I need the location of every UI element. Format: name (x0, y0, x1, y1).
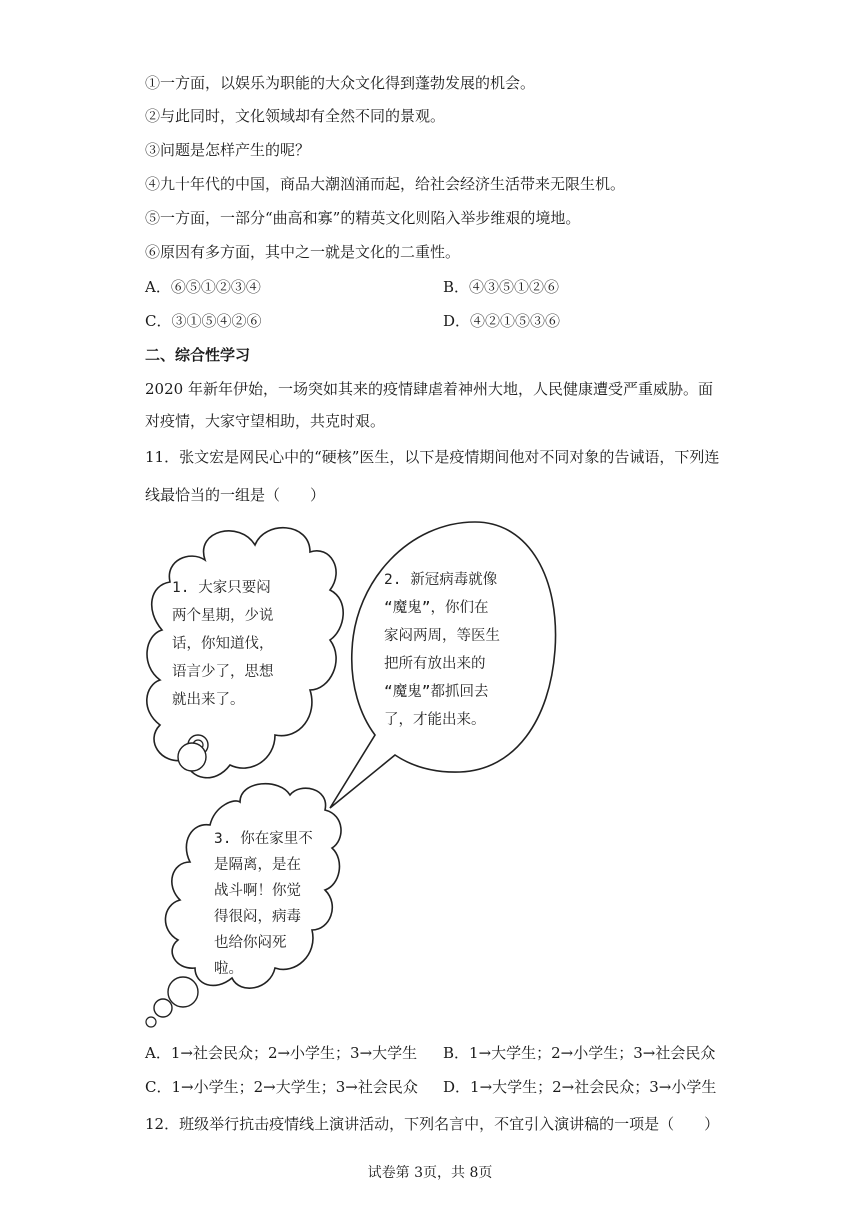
sentence-3: ③问题是怎样产生的呢？ (145, 141, 311, 159)
bubble-2-line: 家闷两周，等医生 (384, 628, 500, 644)
thought-circle-3c (146, 1017, 156, 1027)
section-heading: 二、综合性学习 (145, 346, 251, 364)
q10-option-a: A．⑥⑤①②③④ (145, 278, 261, 296)
bubble-3-text (214, 826, 313, 982)
bubble-3-line: 战斗啊！你觉 (214, 883, 301, 899)
bubble-2-line: 2. 新冠病毒就像 (384, 572, 498, 588)
bubble-1-line: 话，你知道伐， (172, 636, 274, 652)
sentence-5: ⑤一方面，一部分“曲高和寡”的精英文化则陷入举步维艰的境地。 (145, 209, 581, 227)
q11-stem-line-2: 线最恰当的一组是（ ） (145, 486, 326, 504)
bubble-2-line: 把所有放出来的 (384, 656, 486, 672)
bubble-1-line: 语言少了，思想 (172, 664, 274, 680)
bubble-3-line: 啦。 (214, 961, 243, 977)
sentence-2: ②与此同时，文化领域却有全然不同的景观。 (145, 107, 446, 125)
intro-line-1: 2020 年新年伊始，一场突如其来的疫情肆虐着神州大地，人民健康遭受严重威胁。面 (145, 380, 713, 398)
bubble-3-line: 也给你闷死 (214, 935, 287, 951)
q10-option-b: B．④③⑤①②⑥ (443, 278, 560, 296)
sentence-6: ⑥原因有多方面，其中之一就是文化的二重性。 (145, 243, 461, 261)
thought-circle-3a (168, 977, 198, 1007)
bubble-1-text (172, 574, 274, 714)
q11-option-c: C．1→小学生；2→大学生；3→社会民众 (145, 1078, 418, 1096)
sentence-4: ④九十年代的中国，商品大潮汹涌而起，给社会经济生活带来无限生机。 (145, 175, 626, 193)
bubble-1-line: 就出来了。 (172, 692, 245, 708)
q11-option-d: D．1→大学生；2→社会民众；3→小学生 (443, 1078, 717, 1096)
q10-option-d: D．④②①⑤③⑥ (443, 312, 561, 330)
bubble-1-line: 1. 大家只要闷 (172, 580, 271, 596)
bubble-3-line: 得很闷，病毒 (214, 909, 301, 925)
q12-stem: 12．班级举行抗击疫情线上演讲活动，下列名言中，不宜引入演讲稿的一项是（ ） (145, 1115, 720, 1133)
sentence-1: ①一方面，以娱乐为职能的大众文化得到蓬勃发展的机会。 (145, 74, 536, 92)
thought-circle-3b (154, 999, 172, 1017)
q11-stem-line-1: 11．张文宏是网民心中的“硬核”医生，以下是疫情期间他对不同对象的告诫语，下列连 (145, 448, 720, 466)
q11-option-a: A．1→社会民众；2→小学生；3→大学生 (145, 1044, 418, 1062)
bubble-3-line: 是隔离，是在 (214, 857, 301, 873)
q11-option-b: B．1→大学生；2→小学生；3→社会民众 (443, 1044, 716, 1062)
intro-line-2: 对疫情，大家守望相助，共克时艰。 (145, 412, 386, 430)
bubble-2-line: 了，才能出来。 (384, 712, 486, 728)
bubble-2-line: “魔鬼”，你们在 (384, 600, 489, 616)
q10-option-c: C．③①⑤④②⑥ (145, 312, 262, 330)
bubble-1-line: 两个星期，少说 (172, 608, 274, 624)
bubble-2-line: “魔鬼”都抓回去 (384, 684, 489, 700)
bubble-2-text (384, 566, 500, 734)
bubble-3-line: 3. 你在家里不 (214, 831, 313, 847)
thought-circle-1c (178, 743, 206, 771)
page-footer: 试卷第 3页，共 8页 (367, 1165, 493, 1181)
